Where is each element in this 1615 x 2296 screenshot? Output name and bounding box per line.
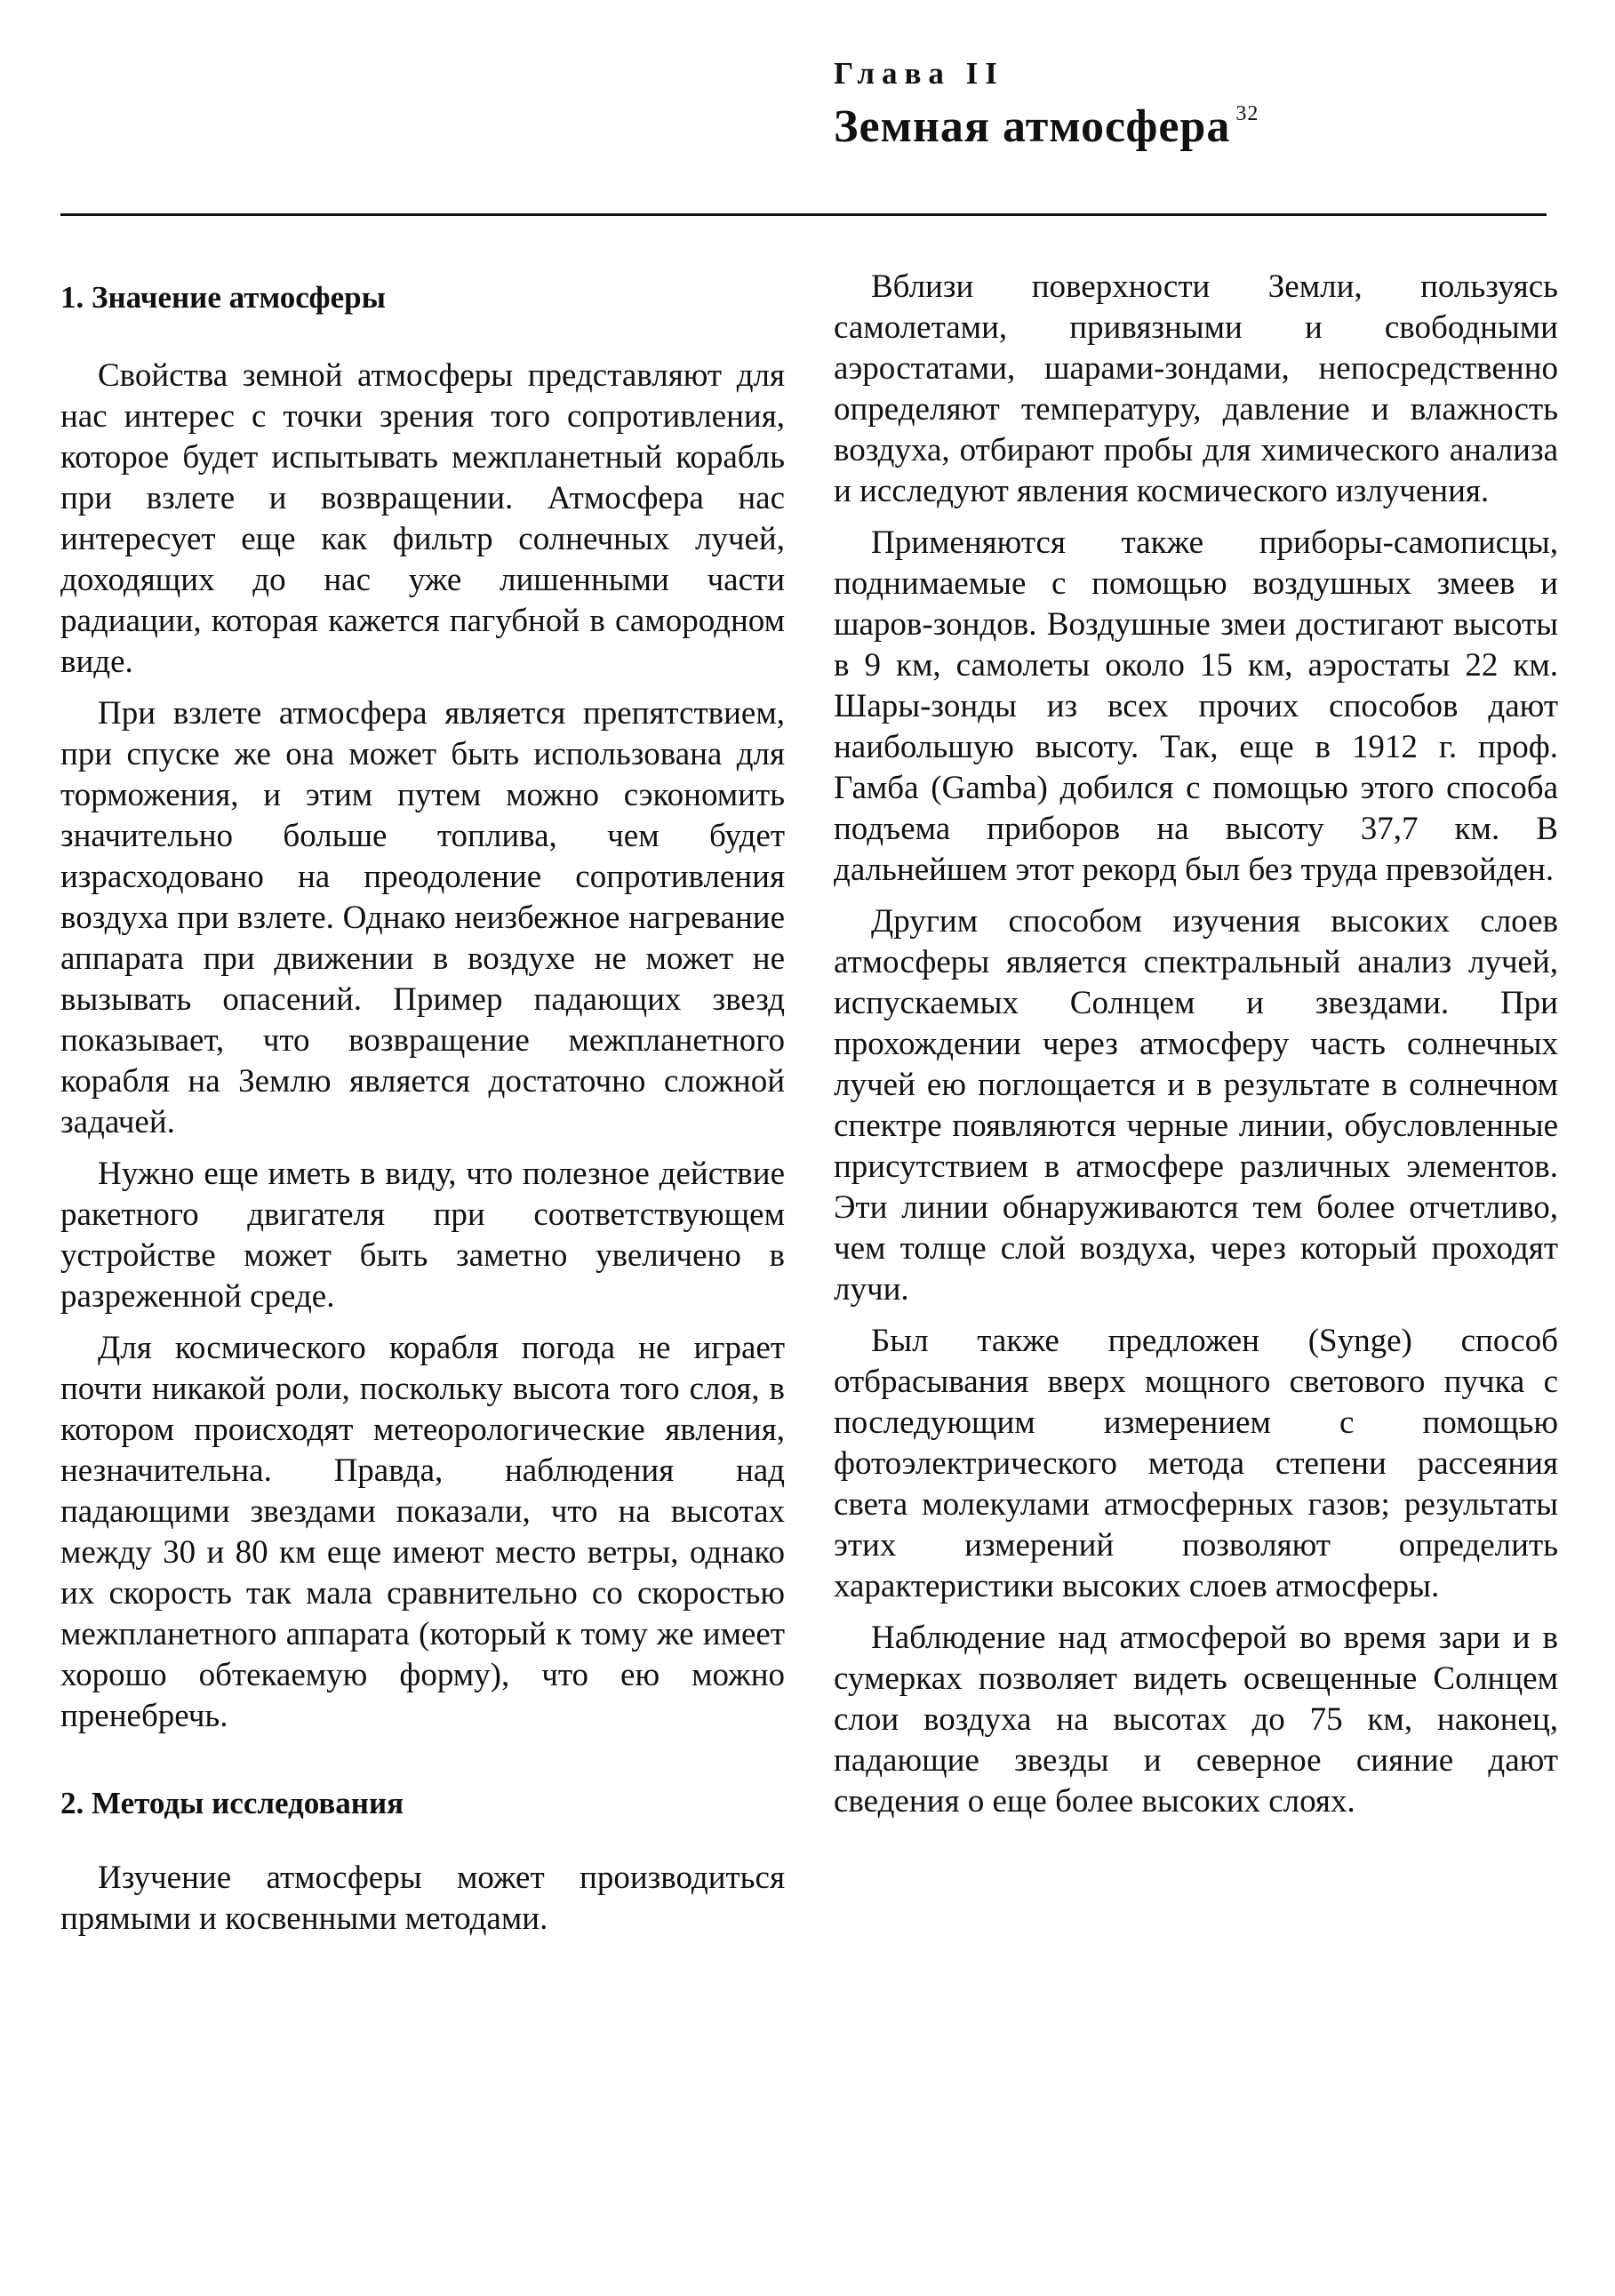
left-column	[60, 267, 785, 1950]
header-divider	[60, 213, 1547, 216]
paragraph: Нужно еще иметь в виду, что полезное действие ракетного двигателя при соответствующем устройстве может быть заметно увеличено в разреженной среде.	[60, 1156, 785, 1315]
paragraph: Свойства земной атмосферы представляют для нас интерес с точки зрения того сопротивления, которое будет испытывать межпланетный корабль при взлете и возвращении. Атмосфера нас интересует еще как фильтр солнечных лучей, доходящих до нас уже лишенными части радиации, которая кажется пагубной в самородном виде.	[60, 357, 785, 680]
paragraph: Для космического корабля погода не играет почти никакой роли, поскольку высота того слоя, в котором происходят метеорологические явления, незначительна. Правда, наблюдения над падающими звездами показали, что на высотах между 30 и 80 км еще имеют место ветры, однако их скорость так мала сравнительно со скоростью межпланетного аппарата (который к тому же имеет хорошо обтекаемую форму), что ею можно пренебречь.	[60, 1330, 785, 1734]
paragraph: Другим способом изучения высоких слоев атмосферы является спектральный анализ лучей, испускаемых Солнцем и звездами. При прохождении через атмосферу часть солнечных лучей ею поглощается и в результате в солнечном спектре появляются черные линии, обусловленные присутствием в атмосфере различных элементов. Эти линии обнаруживаются тем более отчетливо, чем толще слой воздуха, через который проходят лучи.	[834, 903, 1558, 1308]
section-heading-1: 1. Значение атмосферы	[60, 280, 386, 315]
chapter-label: Глава II	[834, 56, 1004, 91]
chapter-title	[834, 100, 1259, 155]
footnote-reference: 32	[1235, 101, 1259, 125]
paragraph: Был также предложен (Synge) способ отбрасывания вверх мощного светового пучка с последующим измерением с помощью фотоэлектрического метода степени рассеяния света молекулами атмосферных газов; результаты этих измерений позволяют определить характеристики высоких слоев атмосферы.	[834, 1323, 1558, 1604]
chapter-title-text: Земная атмосфера	[834, 101, 1231, 152]
chapter-header	[834, 55, 1259, 155]
paragraph: Применяются также приборы-самописцы, поднимаемые с помощью воздушных змеев и шаров-зондов. Воздушные змеи достигают высоты в 9 км, самолеты около 15 км, аэростаты 22 км. Шары-зонды из всех прочих способов дают наибольшую высоту. Так, еще в 1912 г. проф. Гамба (Gamba) добился с помощью этого способа подъема приборов на высоту 37,7 км. В дальнейшем этот рекорд был без труда превзойден.	[834, 524, 1558, 888]
paragraph: Наблюдение над атмосферой во время зари и в сумерках позволяет видеть освещенные Солнцем слои воздуха на высотах до 75 км, наконец, падающие звезды и северное сияние дают сведения о еще более высоких слоях.	[834, 1620, 1558, 1820]
right-column	[834, 267, 1558, 1833]
section-heading-2: 2. Методы исследования	[60, 1786, 404, 1820]
paragraph: Изучение атмосферы может производиться прямыми и косвенными методами.	[60, 1860, 785, 1937]
paragraph: При взлете атмосфера является препятствием, при спуске же она может быть использована для торможения, и этим путем можно сэкономить значительно больше топлива, чем будет израсходовано на преодоление сопротивления воздуха при взлете. Однако неизбежное нагревание аппарата при движении в воздухе не может не вызывать опасений. Пример падающих звезд показывает, что возвращение межпланетного корабля на Землю является достаточно сложной задачей.	[60, 695, 785, 1140]
paragraph: Вблизи поверхности Земли, пользуясь самолетами, привязными и свободными аэростатами, шарами-зондами, непосредственно определяют температуру, давление и влажность воздуха, отбирают пробы для химического анализа и исследуют явления космического излучения.	[834, 268, 1558, 509]
